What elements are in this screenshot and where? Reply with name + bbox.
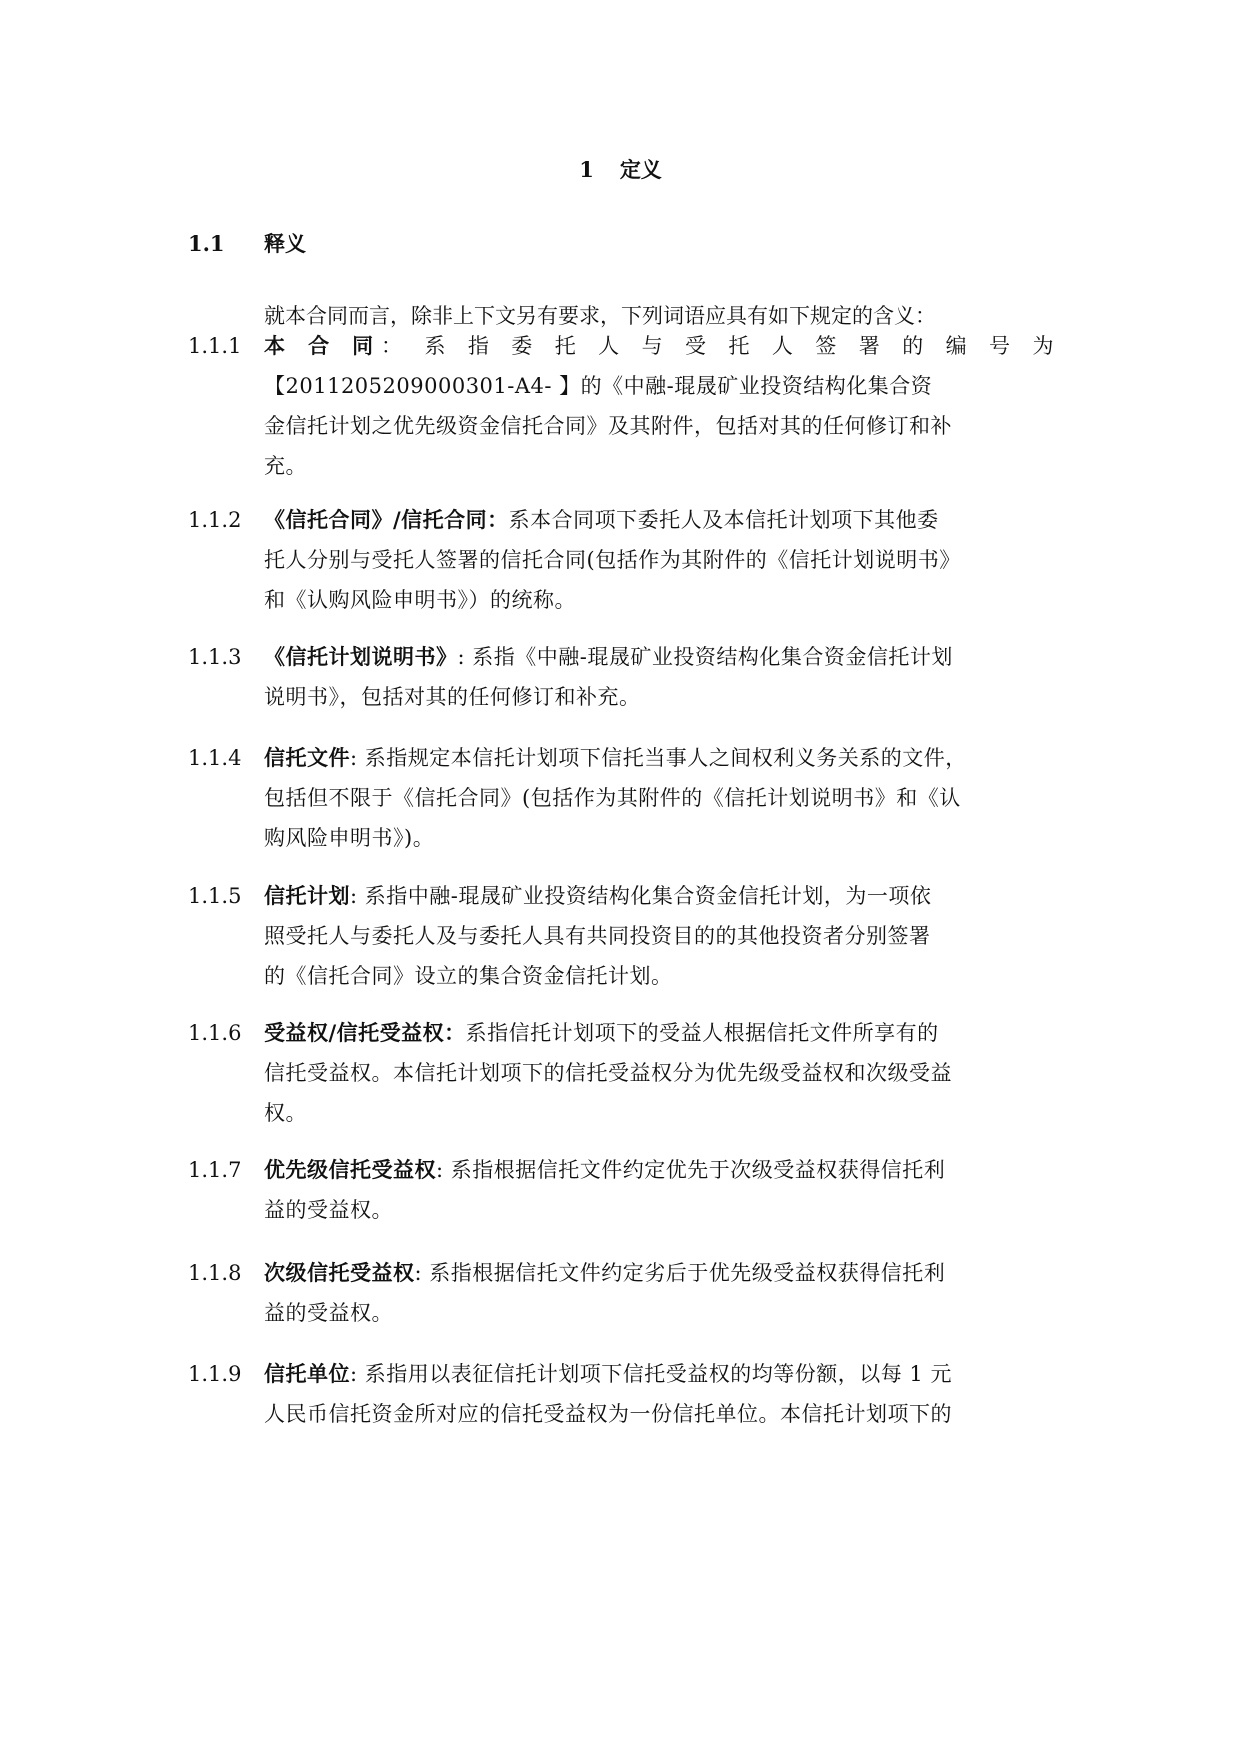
definition-item	[188, 738, 1054, 858]
item-body	[264, 1013, 1054, 1133]
item-term: 信托单位	[264, 1361, 350, 1386]
item-term: 优先级信托受益权	[264, 1157, 436, 1182]
item-term: 受益权/信托受益权：	[264, 1020, 466, 1045]
item-line: 托人分别与受托人签署的信托合同(包括作为其附件的《信托计划说明书》	[264, 548, 961, 572]
definition-item	[188, 500, 1054, 620]
item-line: 次级信托受益权: 系指根据信托文件约定劣后于优先级受益权获得信托利	[264, 1260, 946, 1285]
item-line: 购风险申明书》)。	[264, 826, 435, 850]
item-number: 1.1.2	[188, 508, 242, 532]
item-line: 《信托合同》/信托合同：系本合同项下委托人及本信托计划项下其他委	[264, 507, 939, 532]
section-number: 1.1	[188, 231, 225, 256]
item-number: 1.1.8	[188, 1261, 242, 1285]
item-line: 优先级信托受益权: 系指根据信托文件约定优先于次级受益权获得信托利	[264, 1157, 946, 1182]
item-line: 包括但不限于《信托合同》(包括作为其附件的《信托计划说明书》和《认	[264, 786, 961, 810]
item-body	[264, 876, 1054, 996]
item-number: 1.1.4	[188, 746, 242, 770]
item-term: 本 合 同	[264, 333, 382, 358]
item-number: 1.1.3	[188, 645, 242, 669]
item-body	[264, 1150, 1054, 1230]
section-title: 释义	[264, 231, 306, 256]
item-line: 和《认购风险申明书》）的统称。	[264, 588, 576, 612]
item-line: 权。	[264, 1101, 307, 1125]
item-term: 《信托计划说明书》	[264, 644, 458, 669]
item-body	[264, 738, 1054, 858]
item-line: 【2011205209000301-A4- 】的《中融-琨晟矿业投资结构化集合资	[264, 374, 933, 398]
intro-paragraph: 就本合同而言，除非上下文另有要求，下列词语应具有如下规定的含义：	[264, 304, 936, 328]
item-body	[264, 1354, 1054, 1434]
item-line: 《信托计划说明书》: 系指《中融-琨晟矿业投资结构化集合资金信托计划	[264, 644, 953, 669]
item-line: 信托单位: 系指用以表征信托计划项下信托受益权的均等份额，以每 1 元	[264, 1361, 952, 1386]
item-line: 受益权/信托受益权：系指信托计划项下的受益人根据信托文件所享有的	[264, 1020, 939, 1045]
item-term: 信托计划	[264, 883, 350, 908]
item-line: 信托计划: 系指中融-琨晟矿业投资结构化集合资金信托计划，为一项依	[264, 883, 932, 908]
item-line: 益的受益权。	[264, 1301, 393, 1325]
definition-item	[188, 1354, 1054, 1434]
definition-item	[188, 1013, 1054, 1133]
item-body	[264, 500, 1054, 620]
item-line: 充。	[264, 454, 307, 478]
item-line: 照受托人与委托人及与委托人具有共同投资目的的其他投资者分别签署	[264, 924, 931, 948]
item-line: 益的受益权。	[264, 1198, 393, 1222]
item-number: 1.1.1	[188, 334, 242, 358]
definition-item	[188, 326, 1054, 486]
item-line: 信托文件: 系指规定本信托计划项下信托当事人之间权利义务关系的文件，	[264, 745, 967, 770]
item-term: 信托文件	[264, 745, 350, 770]
chapter-title: 定义	[619, 157, 662, 182]
item-line: 金信托计划之优先级资金信托合同》及其附件，包括对其的任何修订和补	[264, 414, 952, 438]
item-number: 1.1.5	[188, 884, 242, 908]
chapter-number: 1	[579, 157, 594, 182]
item-line: 信托受益权。本信托计划项下的信托受益权分为优先级受益权和次级受益	[264, 1061, 952, 1085]
item-term: 次级信托受益权	[264, 1260, 415, 1285]
chapter-heading	[0, 152, 1241, 188]
item-body	[264, 326, 1054, 486]
item-body	[264, 1253, 1054, 1333]
definition-item	[188, 637, 1054, 717]
item-line: 说明书》，包括对其的任何修订和补充。	[264, 685, 641, 709]
definition-item	[188, 1150, 1054, 1230]
section-heading	[188, 226, 306, 262]
item-line: 人民币信托资金所对应的信托受益权为一份信托单位。本信托计划项下的	[264, 1402, 952, 1426]
item-number: 1.1.9	[188, 1362, 242, 1386]
item-number: 1.1.7	[188, 1158, 242, 1182]
item-term: 《信托合同》/信托合同：	[264, 507, 509, 532]
definition-item	[188, 1253, 1054, 1333]
item-line: 的《信托合同》设立的集合资金信托计划。	[264, 964, 673, 988]
item-line: 本 合 同： 系 指 委 托 人 与 受 托 人 签 署 的 编 号 为	[264, 333, 1054, 358]
item-body	[264, 637, 1054, 717]
definition-item	[188, 876, 1054, 996]
item-number: 1.1.6	[188, 1021, 242, 1045]
